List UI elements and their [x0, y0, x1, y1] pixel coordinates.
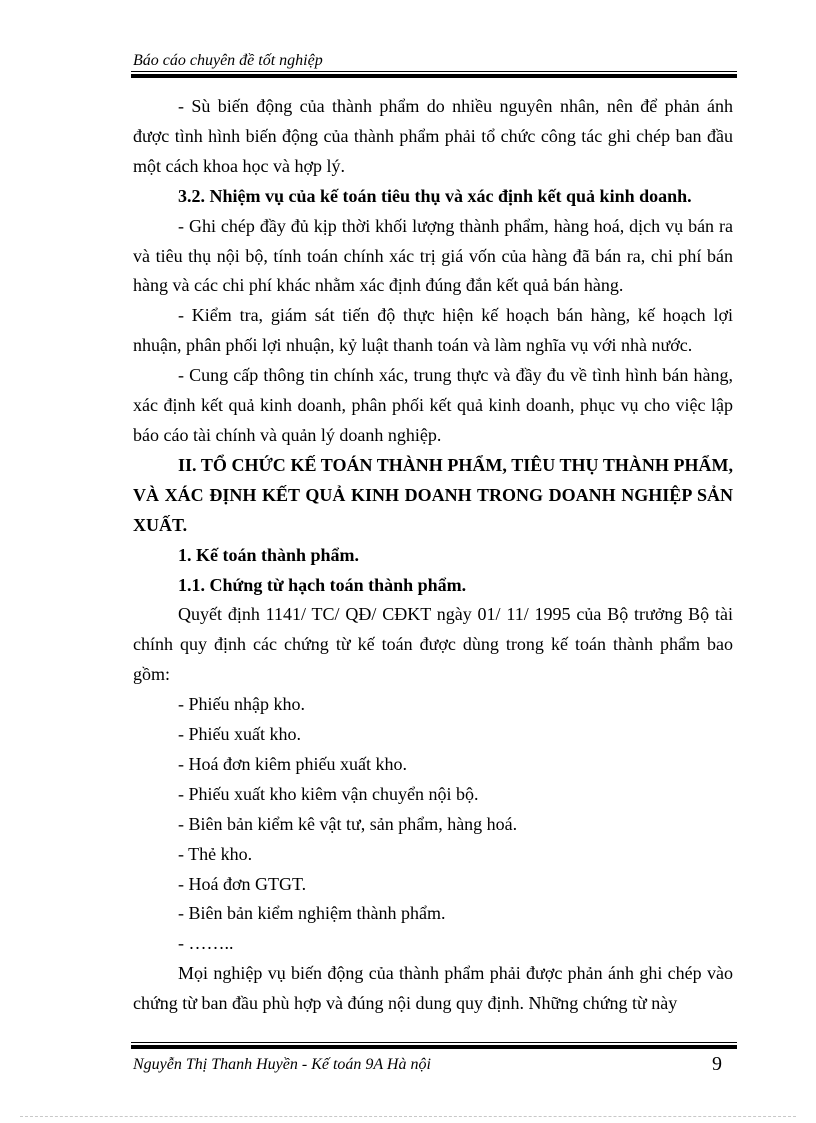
list-item: - Phiếu xuất kho kiêm vận chuyển nội bộ.	[178, 783, 479, 804]
list-item: - Hoá đơn kiêm phiếu xuất kho.	[178, 753, 407, 774]
header-rule-thick	[131, 74, 737, 78]
paragraph: - Ghi chép đầy đủ kịp thời khối lượng thành phẩm, hàng hoá, dịch vụ bán ra và tiêu thụ nội bộ, tính toán chính xác trị giá vốn của hàng đã bán ra, chi phí bán hàng và các chi phí khác nhằm xác định đúng đắn kết quả bán hàng.	[133, 215, 733, 296]
section-heading-1-1: 1.1. Chứng từ hạch toán thành phẩm.	[178, 574, 467, 595]
footer-rule-thick	[131, 1045, 737, 1049]
page-boundary-divider	[20, 1116, 796, 1117]
list-item: - Biên bản kiểm nghiệm thành phẩm.	[178, 903, 446, 924]
list-item: - Thẻ kho.	[178, 843, 253, 864]
paragraph: Quyết định 1141/ TC/ QĐ/ CĐKT ngày 01/ 11/ 1995 của Bộ trưởng Bộ tài chính quy định các chứng từ kế toán được dùng trong kế toán thành phẩm bao gồm:	[133, 604, 733, 685]
list-item: - Biên bản kiểm kê vật tư, sản phẩm, hàng hoá.	[178, 813, 518, 834]
list-item: - ……..	[178, 933, 234, 954]
paragraph: Mọi nghiệp vụ biến động của thành phẩm phải được phản ánh ghi chép vào chứng từ ban đầu phù hợp và đúng nội dung quy định. Những chứng từ này	[133, 963, 733, 1014]
body-content	[133, 92, 733, 1019]
list-item: - Phiếu nhập kho.	[178, 694, 305, 715]
header-rule-thin	[131, 71, 737, 72]
chapter-heading-II: II. TỔ CHỨC KẾ TOÁN THÀNH PHẨM, TIÊU THỤ THÀNH PHẨM, VÀ XÁC ĐỊNH KẾT QUẢ KINH DOANH TRONG DOANH NGHIỆP SẢN XUẤT.	[133, 454, 733, 535]
list-item: - Hoá đơn GTGT.	[178, 873, 307, 894]
header-title: Báo cáo chuyên đề tốt nghiệp	[133, 52, 323, 69]
list-item: - Phiếu xuất kho.	[178, 724, 301, 745]
paragraph: - Cung cấp thông tin chính xác, trung thực và đầy đu về tình hình bán hàng, xác định kết quả kinh doanh, phân phối kết quả kinh doanh, phục vụ cho việc lập báo cáo tài chính và quản lý doanh nghiệp.	[133, 365, 733, 445]
section-heading-3-2: 3.2. Nhiệm vụ của kế toán tiêu thụ và xác định kết quả kinh doanh.	[178, 185, 692, 206]
paragraph: - Kiểm tra, giám sát tiến độ thực hiện kế hoạch bán hàng, kế hoạch lợi nhuận, phân phối lợi nhuận, kỷ luật thanh toán và làm nghĩa vụ với nhà nước.	[133, 305, 733, 356]
paragraph: - Sù biến động của thành phẩm do nhiều nguyên nhân, nên để phản ánh được tình hình biến động của thành phẩm phải tổ chức công tác ghi chép ban đầu một cách khoa học và hợp lý.	[133, 96, 733, 176]
footer-rule-thin	[131, 1042, 737, 1043]
section-heading-1: 1. Kế toán thành phẩm.	[178, 544, 360, 565]
page-number: 9	[712, 1053, 722, 1075]
footer-author: Nguyễn Thị Thanh Huyền - Kế toán 9A Hà nội	[133, 1056, 431, 1073]
